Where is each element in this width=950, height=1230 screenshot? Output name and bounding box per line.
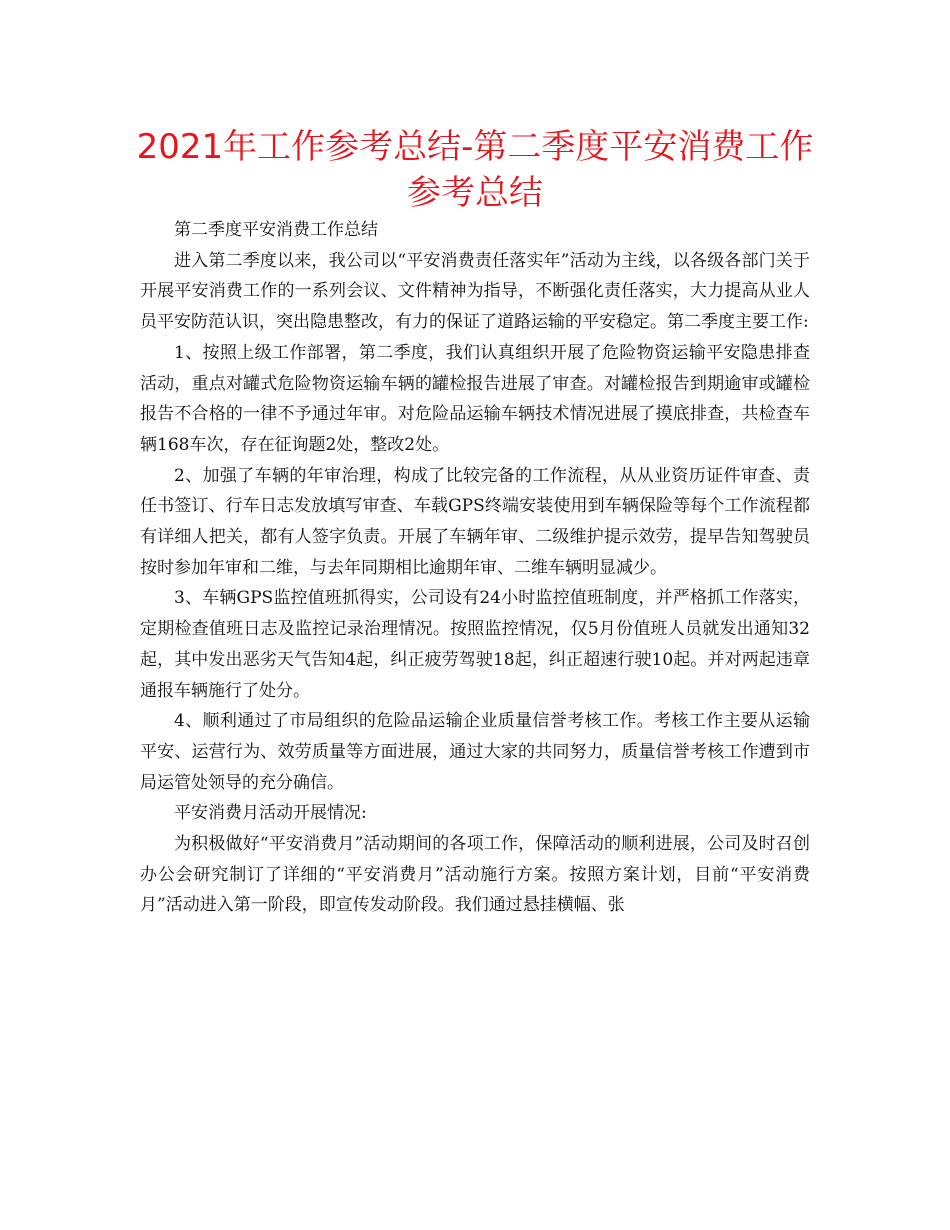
paragraph-item-3: 3、车辆GPS监控值班抓得实，公司设有24小时监控值班制度，并严格抓工作落实，定期检查值班日志及监控记录治理情况。按照监控情况，仅5月份值班人员就发出通知32起，其中发出恶劣天气告知4起，纠正疲劳驾驶18起，纠正超速行驶10起。并对两起违章通报车辆施行了处分。 (140, 588, 810, 701)
document-title: 2021年工作参考总结-第二季度平安消费工作参考总结 (136, 127, 814, 213)
paragraph-item-2: 2、加强了车辆的年审治理，构成了比较完备的工作流程，从从业资历证件审查、责任书签订、行车日志发放填写审查、车载GPS终端安装使用到车辆保险等每个工作流程都有详细人把关，都有人签字负责。开展了车辆年审、二级维护提示效劳，提早告知驾驶员按时参加年审和二维，与去年同期相比逾期年审、二维车辆明显减少。 (140, 465, 810, 578)
paragraph-intro: 进入第二季度以来，我公司以“平安消费责任落实年”活动为主线，以各级各部门关于开展平安消费工作的一系列会议、文件精神为指导，不断强化责任落实，大力提高从业人员平安防范认识，突出隐患整改，有力的保证了道路运输的平安稳定。第二季度主要工作: (140, 250, 810, 333)
paragraph-item-4: 4、顺利通过了市局组织的危险品运输企业质量信誉考核工作。考核工作主要从运输平安、运营行为、效劳质量等方面进展，通过大家的共同努力，质量信誉考核工作遭到市局运管处领导的充分确信。 (140, 711, 810, 793)
document-body (140, 215, 810, 921)
section-heading: 第二季度平安消费工作总结 (174, 220, 378, 240)
paragraph-item-1: 1、按照上级工作部署，第二季度，我们认真组织开展了危险物资运输平安隐患排查活动，重点对罐式危险物资运输车辆的罐检报告进展了审查。对罐检报告到期逾审或罐检报告不合格的一律不予通过年审。对危险品运输车辆技术情况进展了摸底排查，共检查车辆168车次，存在征询题2处，整改2处。 (140, 342, 810, 455)
paragraph-safety-month: 为积极做好“平安消费月”活动期间的各项工作，保障活动的顺利进展，公司及时召创办公会研究制订了详细的“平安消费月”活动施行方案。按照方案计划，目前“平安消费月”活动进入第一阶段，即宣传发动阶段。我们通过悬挂横幅、张 (140, 834, 810, 916)
section-heading-safety-month: 平安消费月活动开展情况: (174, 803, 367, 824)
